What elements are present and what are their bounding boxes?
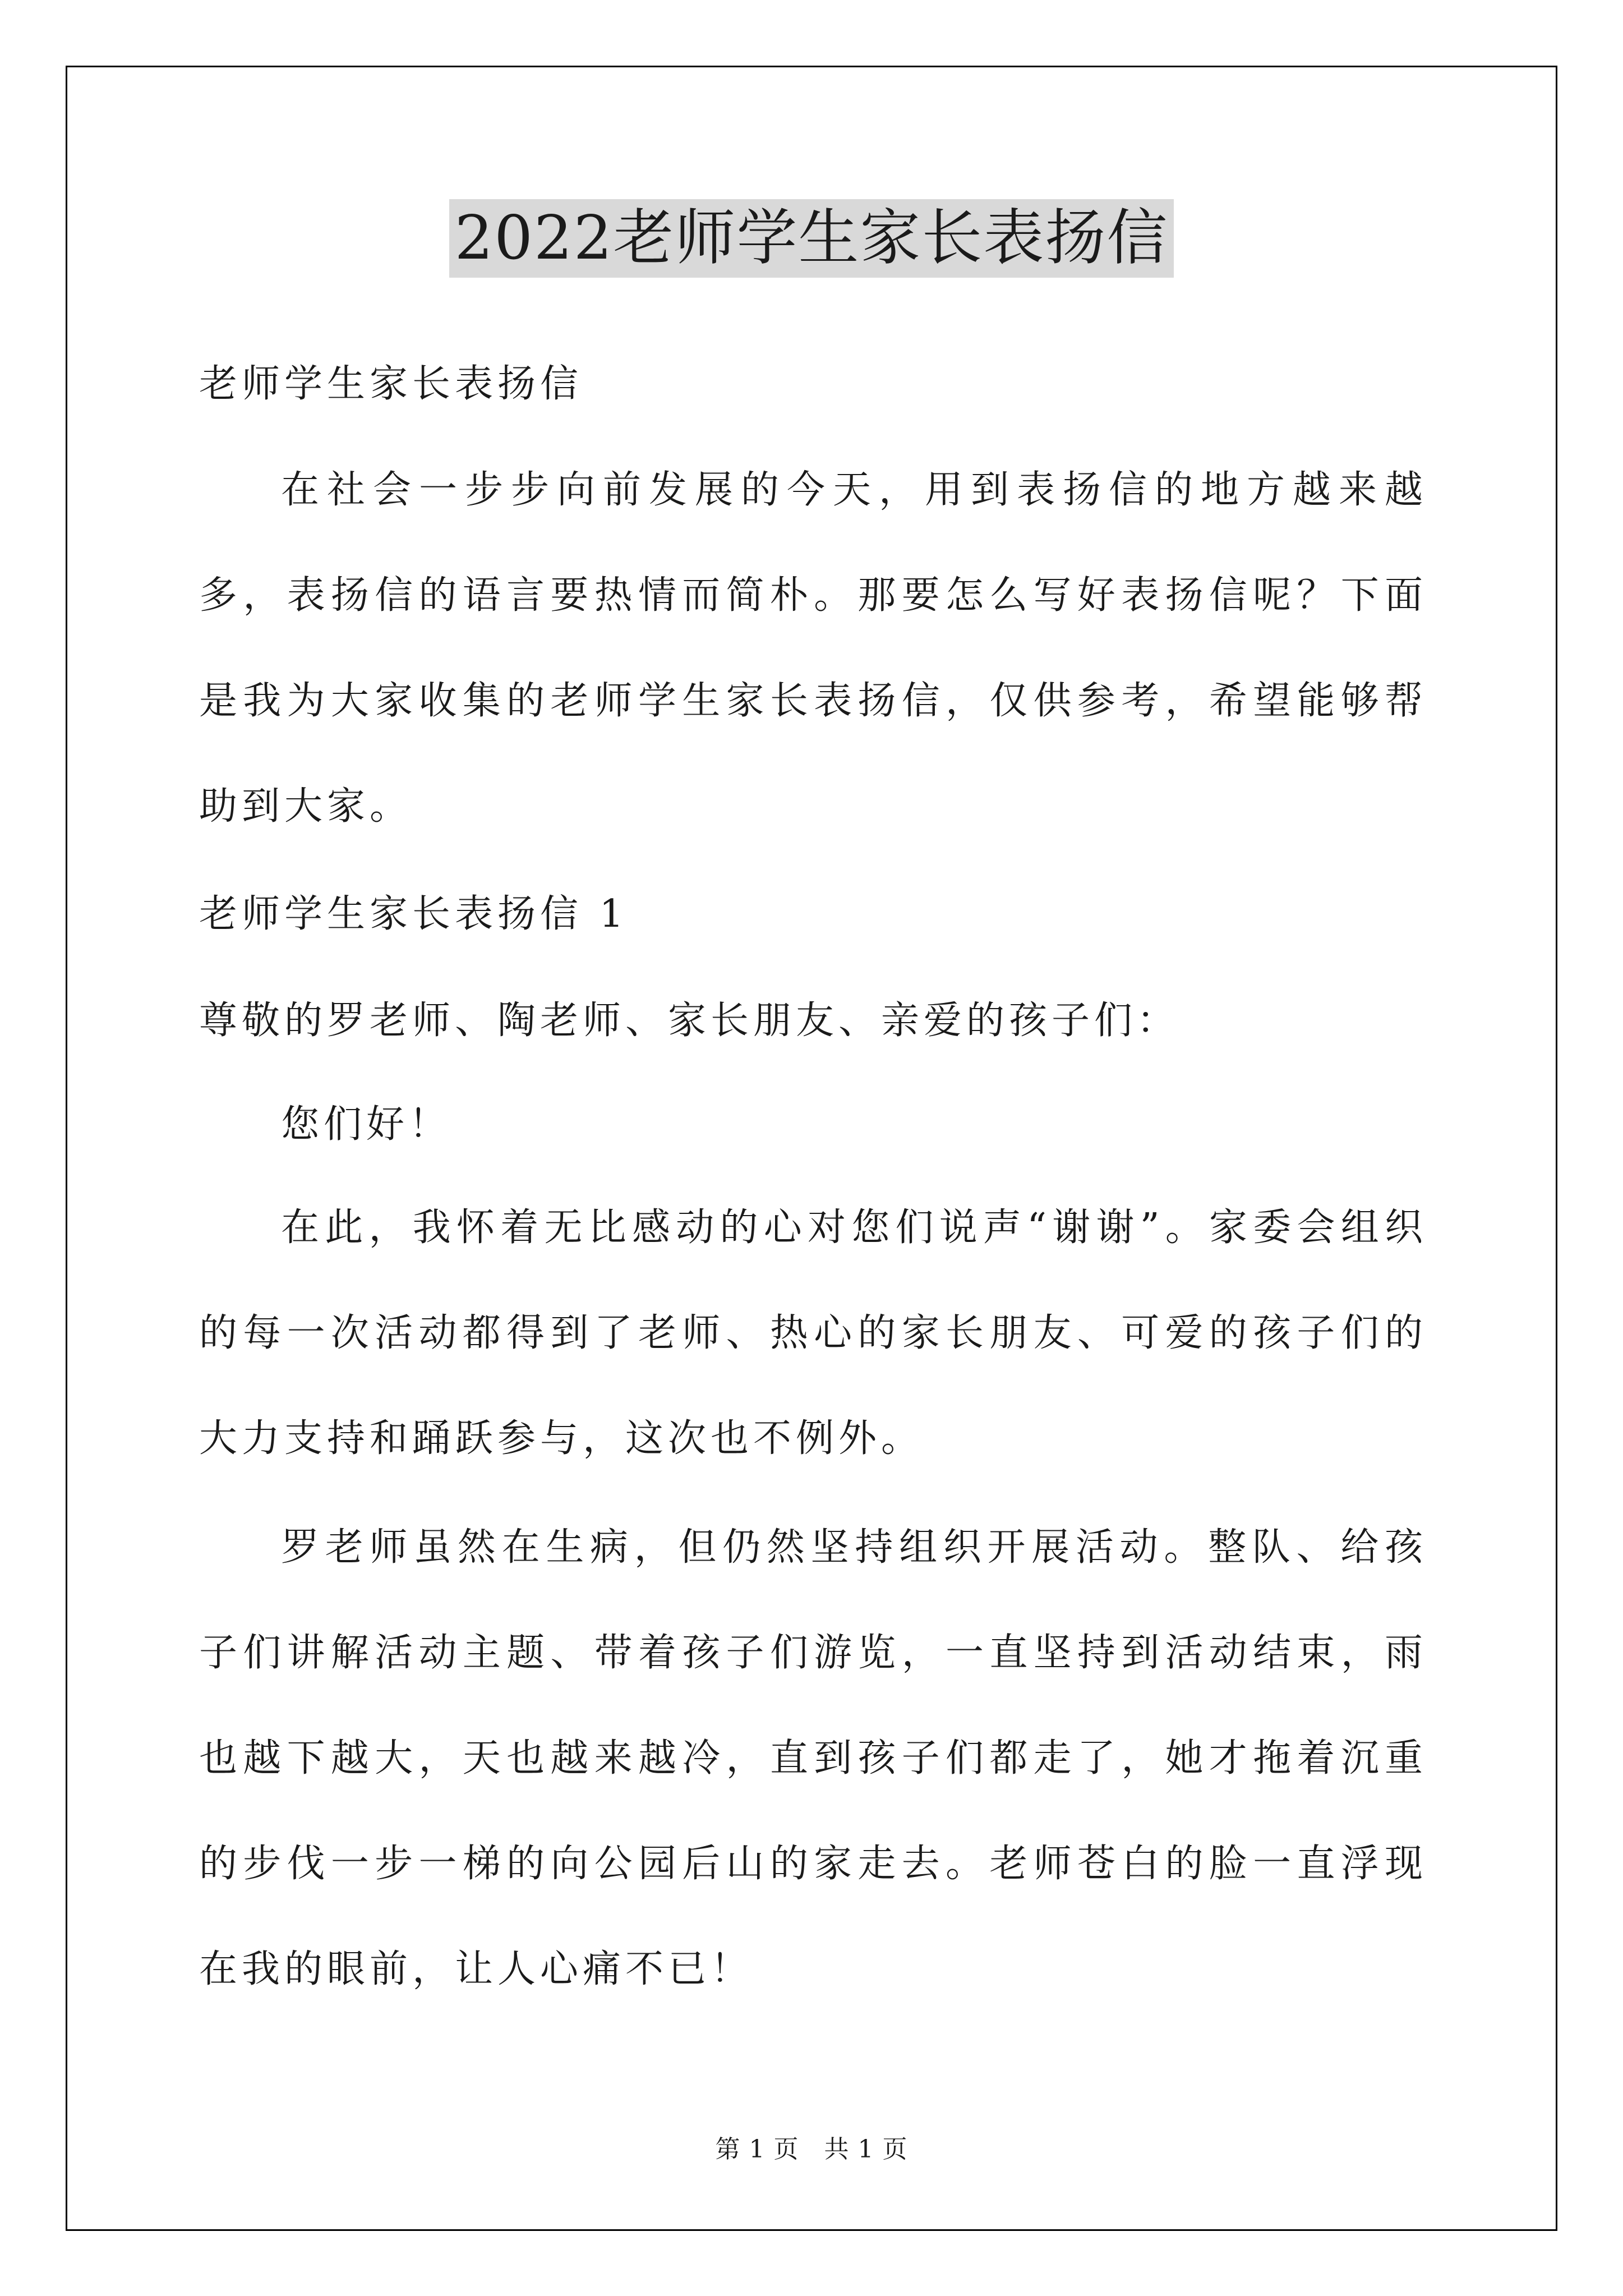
body-paragraph-1: 在此，我怀着无比感动的心对您们说声“谢谢”。家委会组织的每一次活动都得到了老师、热心的家长朋友、可爱的孩子们的大力支持和踊跃参与，这次也不例外。 [199, 1205, 1427, 1461]
salutation: 尊敬的罗老师、陶老师、家长朋友、亲爱的孩子们： [199, 999, 1180, 1043]
section-heading: 老师学生家长表扬信 1 [199, 892, 628, 936]
greeting: 您们好！ [281, 1102, 452, 1147]
page-footer: 第 1 页 共 1 页 [715, 2135, 908, 2164]
document-subtitle: 老师学生家长表扬信 [199, 362, 583, 406]
title-container [0, 199, 1623, 278]
intro-paragraph: 在社会一步步向前发展的今天，用到表扬信的地方越来越多，表扬信的语言要热情而简朴。那要怎么写好表扬信呢？下面是我为大家收集的老师学生家长表扬信，仅供参考，希望能够帮助到大家。 [199, 468, 1427, 829]
body-paragraph-2: 罗老师虽然在生病，但仍然坚持组织开展活动。整队、给孩子们讲解活动主题、带着孩子们游览，一直坚持到活动结束，雨也越下越大，天也越来越冷，直到孩子们都走了，她才拖着沉重的步伐一步一梯的向公园后山的家走去。老师苍白的脸一直浮现在我的眼前，让人心痛不已！ [199, 1525, 1427, 1991]
document-title: 2022老师学生家长表扬信 [449, 199, 1174, 278]
